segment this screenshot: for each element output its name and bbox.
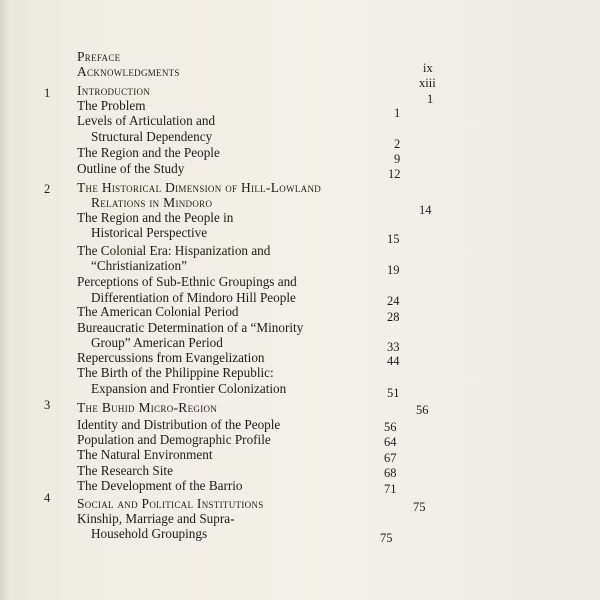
toc-entry-the-problem: The Problem xyxy=(77,98,146,113)
chapter-title-2: The Historical Dimension of Hill-Lowland xyxy=(77,180,322,195)
chapter-number-3: 3 xyxy=(44,398,51,412)
toc-entry-natural-environment: The Natural Environment xyxy=(77,447,213,462)
toc-entry-birth-of-republic-cont: Expansion and Frontier Colonization xyxy=(91,381,287,396)
toc-page-kinship-marriage: 75 xyxy=(380,531,393,545)
toc-page-birth-of-republic: 51 xyxy=(387,386,400,400)
toc-page-sub-ethnic-groupings: 24 xyxy=(387,294,400,308)
chapter-title-3: The Buhid Micro-Region xyxy=(77,400,218,415)
toc-entry-sub-ethnic-groupings-cont: Differentiation of Mindoro Hill People xyxy=(91,290,296,305)
toc-entry-sub-ethnic-groupings: Perceptions of Sub-Ethnic Groupings and xyxy=(77,274,297,289)
toc-entry-american-colonial-period: The American Colonial Period xyxy=(77,304,239,319)
chapter-number-2: 2 xyxy=(44,182,51,196)
toc-page-preface: ix xyxy=(423,61,433,75)
toc-entry-kinship-marriage: Kinship, Marriage and Supra- xyxy=(77,511,235,526)
toc-entry-identity-distribution: Identity and Distribution of the People xyxy=(77,417,281,432)
toc-entry-colonial-era: The Colonial Era: Hispanization and xyxy=(77,243,271,258)
chapter-page-1: 1 xyxy=(427,92,434,106)
chapter-number-4: 4 xyxy=(44,491,51,505)
toc-entry-birth-of-republic: The Birth of the Philippine Republic: xyxy=(77,365,274,380)
toc-page-region-and-people: 9 xyxy=(394,152,401,166)
toc-page-colonial-era: 19 xyxy=(387,263,400,277)
toc-entry-population-demographic: Population and Demographic Profile xyxy=(77,432,271,447)
chapter-page-3: 56 xyxy=(416,403,429,417)
toc-page-research-site: 68 xyxy=(384,466,397,480)
toc-page-repercussions-evangelization: 44 xyxy=(387,354,400,368)
toc-page-outline-of-study: 12 xyxy=(388,167,401,181)
toc-page-the-problem: 1 xyxy=(394,106,401,120)
toc-page-natural-environment: 67 xyxy=(384,451,397,465)
toc-entry-development-of-barrio: The Development of the Barrio xyxy=(77,478,243,493)
toc-page-bureaucratic-determination: 33 xyxy=(387,340,400,354)
toc-page-identity-distribution: 56 xyxy=(384,420,397,434)
chapter-title-4: Social and Political Institutions xyxy=(77,496,264,511)
toc-entry-repercussions-evangelization: Repercussions from Evangelization xyxy=(77,350,265,365)
chapter-title-1: Introduction xyxy=(77,83,151,98)
toc-entry-levels-of-articulation-cont: Structural Dependency xyxy=(91,129,213,144)
toc-page-acknowledgments: xiii xyxy=(419,76,436,90)
toc-entry-bureaucratic-determination-cont: Group” American Period xyxy=(91,335,223,350)
toc-page-american-colonial-period: 28 xyxy=(387,310,400,324)
toc-entry-levels-of-articulation: Levels of Articulation and xyxy=(77,113,216,128)
toc-entry-region-and-people: The Region and the People xyxy=(77,145,220,160)
chapter-title-2-cont: Relations in Mindoro xyxy=(91,195,213,210)
toc-page-development-of-barrio: 71 xyxy=(384,482,397,496)
toc-entry-outline-of-study: Outline of the Study xyxy=(77,161,185,176)
toc-page-historical-perspective: 15 xyxy=(387,232,400,246)
toc-entry-preface: Preface xyxy=(77,49,121,64)
chapter-page-4: 75 xyxy=(413,500,426,514)
toc-entry-acknowledgments: Acknowledgments xyxy=(77,64,180,79)
toc-page-population-demographic: 64 xyxy=(384,435,397,449)
toc-entry-colonial-era-cont: “Christianization” xyxy=(91,258,187,273)
toc-entry-historical-perspective-cont: Historical Perspective xyxy=(91,225,208,240)
chapter-page-2: 14 xyxy=(419,203,432,217)
toc-page-levels-of-articulation: 2 xyxy=(394,137,401,151)
toc-entry-kinship-marriage-cont: Household Groupings xyxy=(91,526,208,541)
toc-entry-research-site: The Research Site xyxy=(77,463,173,478)
chapter-number-1: 1 xyxy=(44,86,51,100)
toc-entry-bureaucratic-determination: Bureaucratic Determination of a “Minority xyxy=(77,320,304,335)
toc-entry-historical-perspective: The Region and the People in xyxy=(77,210,234,225)
